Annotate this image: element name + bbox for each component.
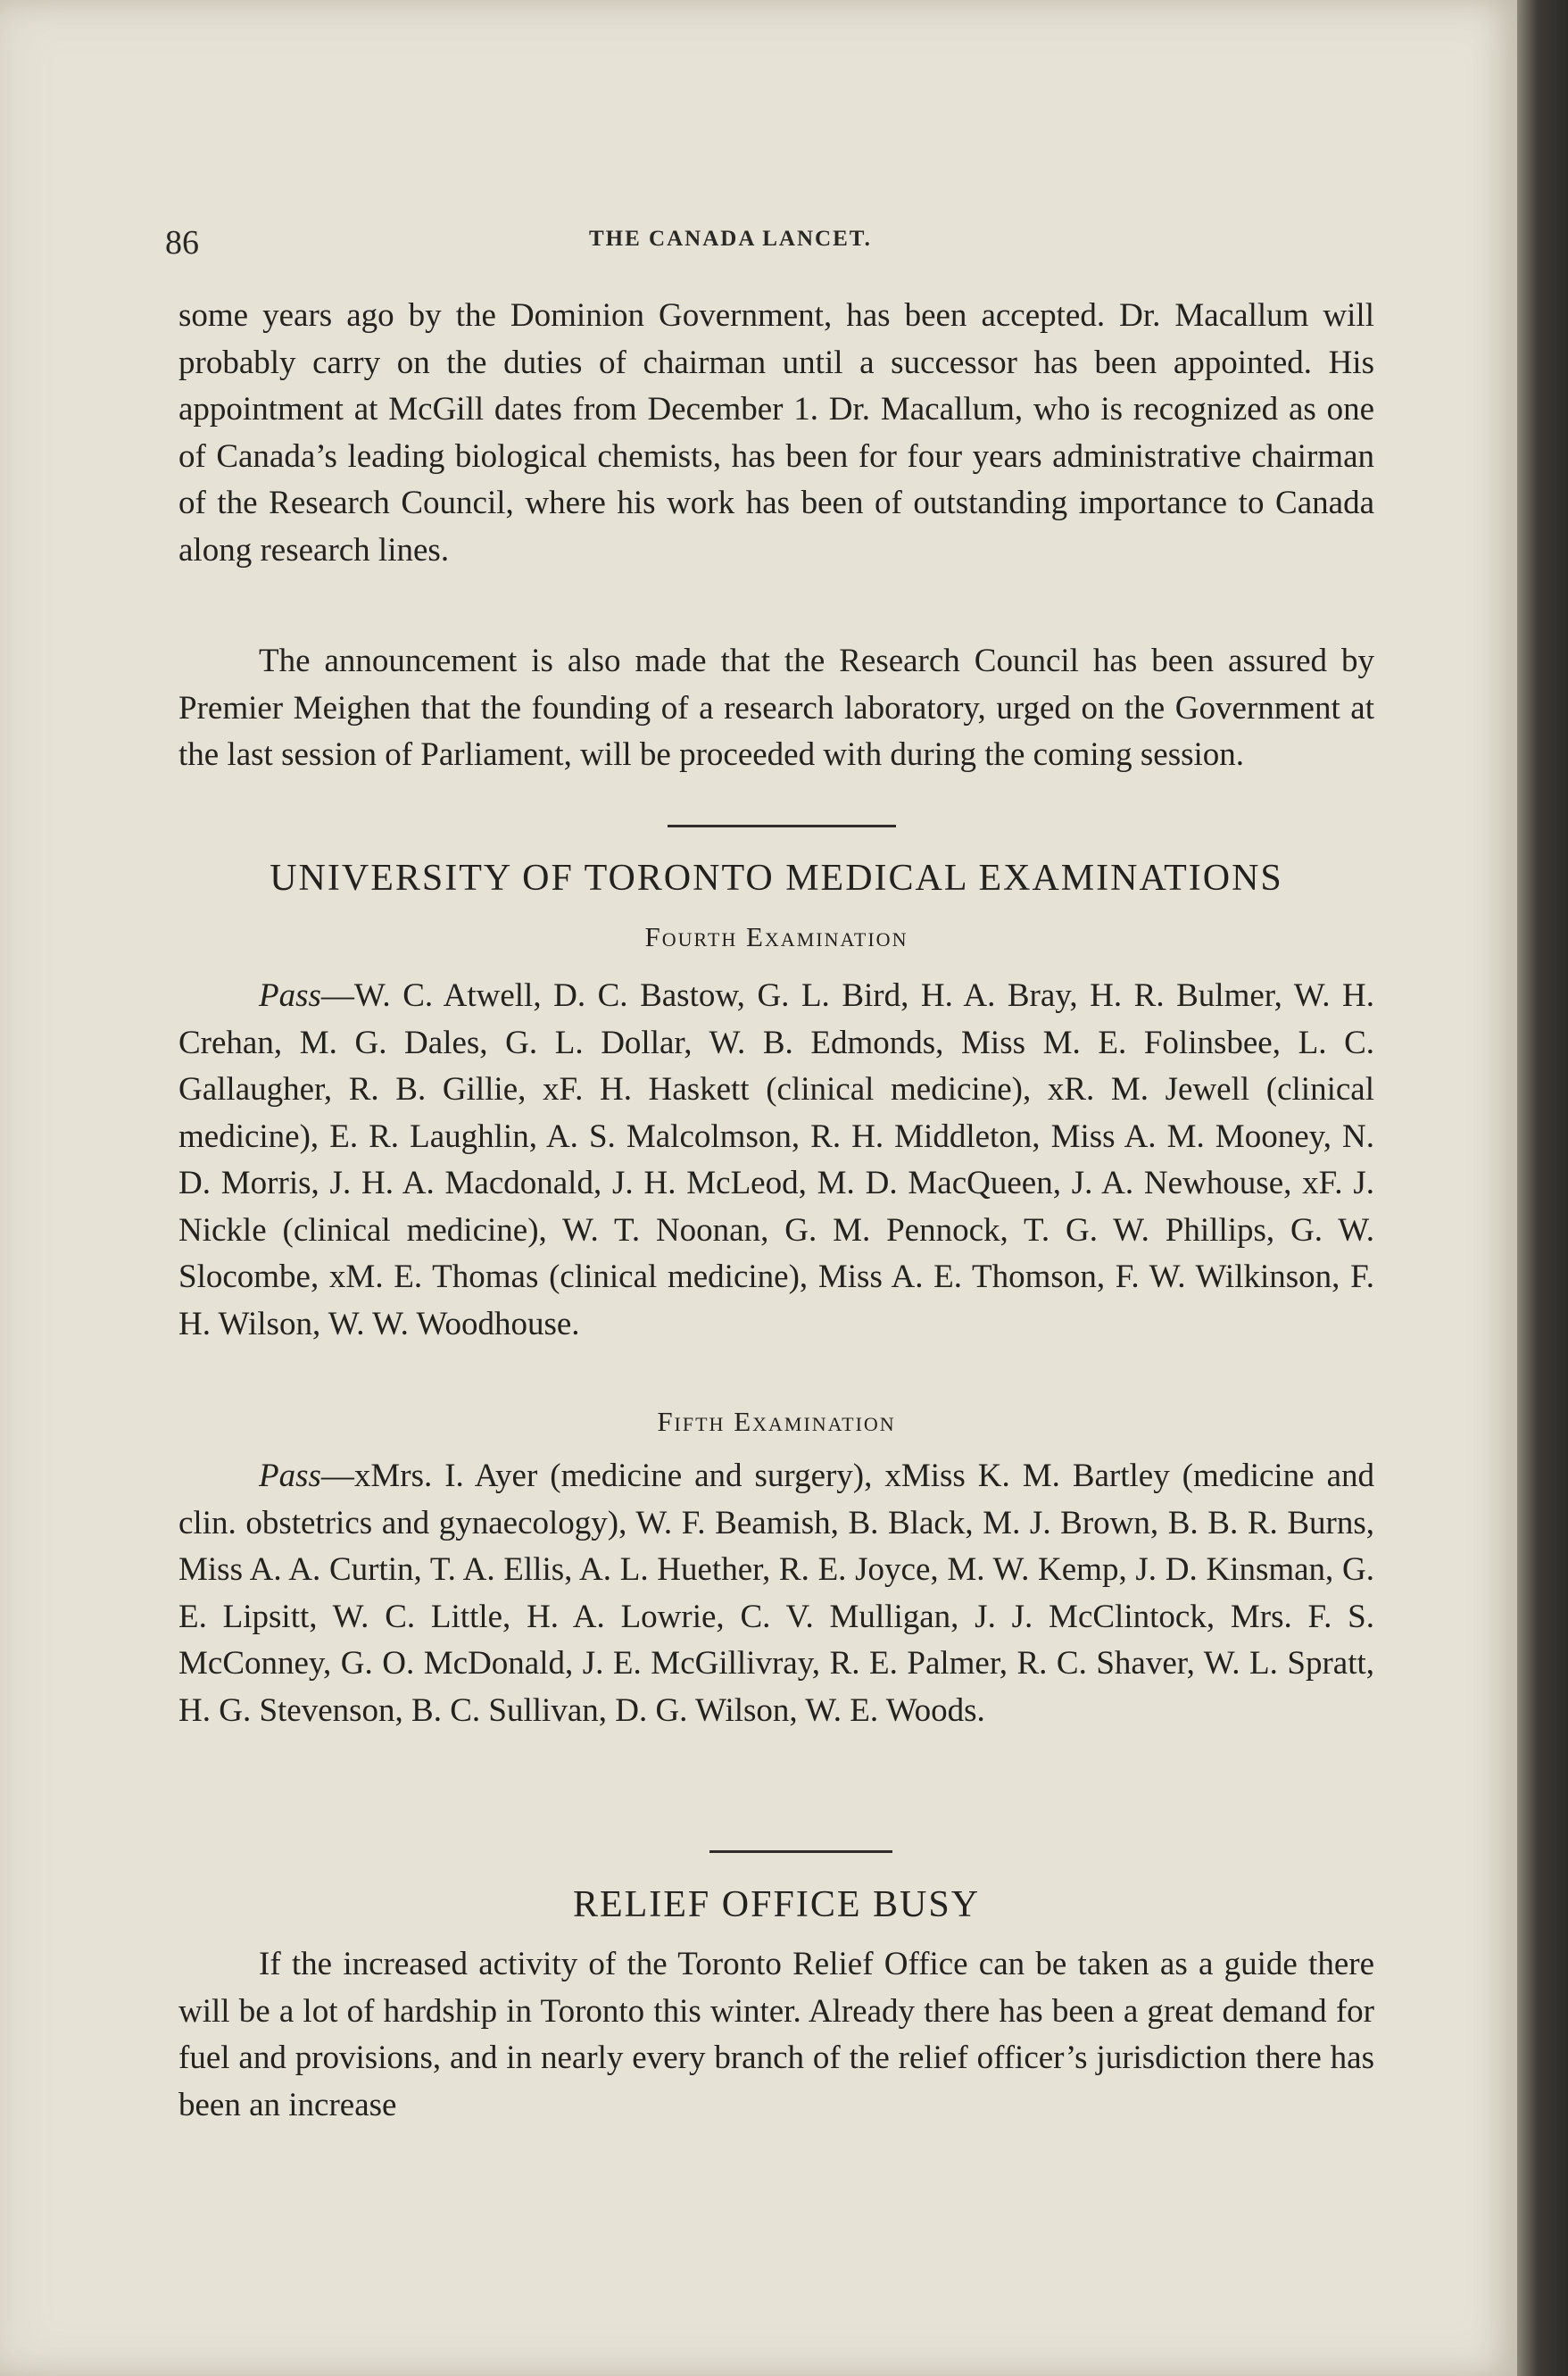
fourth-exam-heading: Fourth Examination [644, 921, 908, 952]
fifth-exam-names: —xMrs. I. Ayer (medicine and surgery), xMiss K. M. Bartley (medicine and clin. obstetrics and gynaecology), W. F. Beamish, B. Black, M. J. Brown, B. B. R. Burns, Miss A. A. Curtin, T. A. Ellis, A. L. Huether, R. E. Joyce, M. W. Kemp, J. D. Kinsman, G. E. Lipsitt, W. C. Little, H. A. Lowrie, C. V. Mulligan, J. J. McClintock, Mrs. F. S. McConney, G. O. McDonald, J. E. McGillivray, R. E. Palmer, R. C. Shaver, W. L. Spratt, H. G. Stevenson, B. C. Sullivan, D. G. Wilson, W. E. Woods. [178, 1458, 1374, 1729]
fourth-exam-pass-list [178, 973, 1374, 1348]
pass-label: Pass [259, 1458, 321, 1494]
announcement-paragraph: The announcement is also made that the Research Council has been assured by Premier Meighen that the founding of a research laboratory, urged on the Government at the last session of Parliament, will be proceeded with during the coming session. [178, 643, 1374, 773]
exam-article-title: UNIVERSITY OF TORONTO MEDICAL EXAMINATIONS [270, 858, 1283, 899]
relief-article-title: RELIEF OFFICE BUSY [572, 1884, 981, 1925]
page-header [165, 223, 1415, 277]
article-continued-paragraph: some years ago by the Dominion Government, has been accepted. Dr. Macallum will probably carry on the duties of chairman until a successor has been appointed. His appointment at McGill dates from December 1. Dr. Macallum, who is recognized as one of Canada’s leading biological chemists, has been for four years administrative chairman of the Research Council, where his work has been of outstanding importance to Canada along research lines. [178, 297, 1374, 569]
page-number: 86 [165, 224, 199, 262]
fifth-exam-heading: Fifth Examination [657, 1406, 896, 1437]
relief-paragraph: If the increased activity of the Toronto Relief Office can be taken as a guide there will be a lot of hardship in Toronto this winter. Already there has been a great demand for fuel and provisions, and in nearly every branch of the relief officer’s jurisdiction there has been an increase [178, 1946, 1374, 2123]
running-head: THE CANADA LANCET. [589, 227, 872, 251]
fifth-exam-pass-list [178, 1453, 1374, 1734]
book-gutter-edge [1517, 0, 1568, 2376]
fourth-exam-names: —W. C. Atwell, D. C. Bastow, G. L. Bird, H. A. Bray, H. R. Bulmer, W. H. Crehan, M. G. Dales, G. L. Dollar, W. B. Edmonds, Miss M. E. Folinsbee, L. C. Gallaugher, R. B. Gillie, xF. H. Haskett (clinical medicine), xR. M. Jewell (clinical medicine), E. R. Laughlin, A. S. Malcolmson, R. H. Middleton, Miss A. M. Mooney, N. D. Morris, J. H. A. Macdonald, J. H. McLeod, M. D. MacQueen, J. A. Newhouse, xF. J. Nickle (clinical medicine), W. T. Noonan, G. M. Pennock, T. G. W. Phillips, G. W. Slocombe, xM. E. Thomas (clinical medicine), Miss A. E. Thomson, F. W. Wilkinson, F. H. Wilson, W. W. Woodhouse. [178, 977, 1374, 1342]
pass-label: Pass [259, 977, 321, 1014]
section-divider [668, 825, 896, 827]
section-divider [709, 1850, 892, 1853]
